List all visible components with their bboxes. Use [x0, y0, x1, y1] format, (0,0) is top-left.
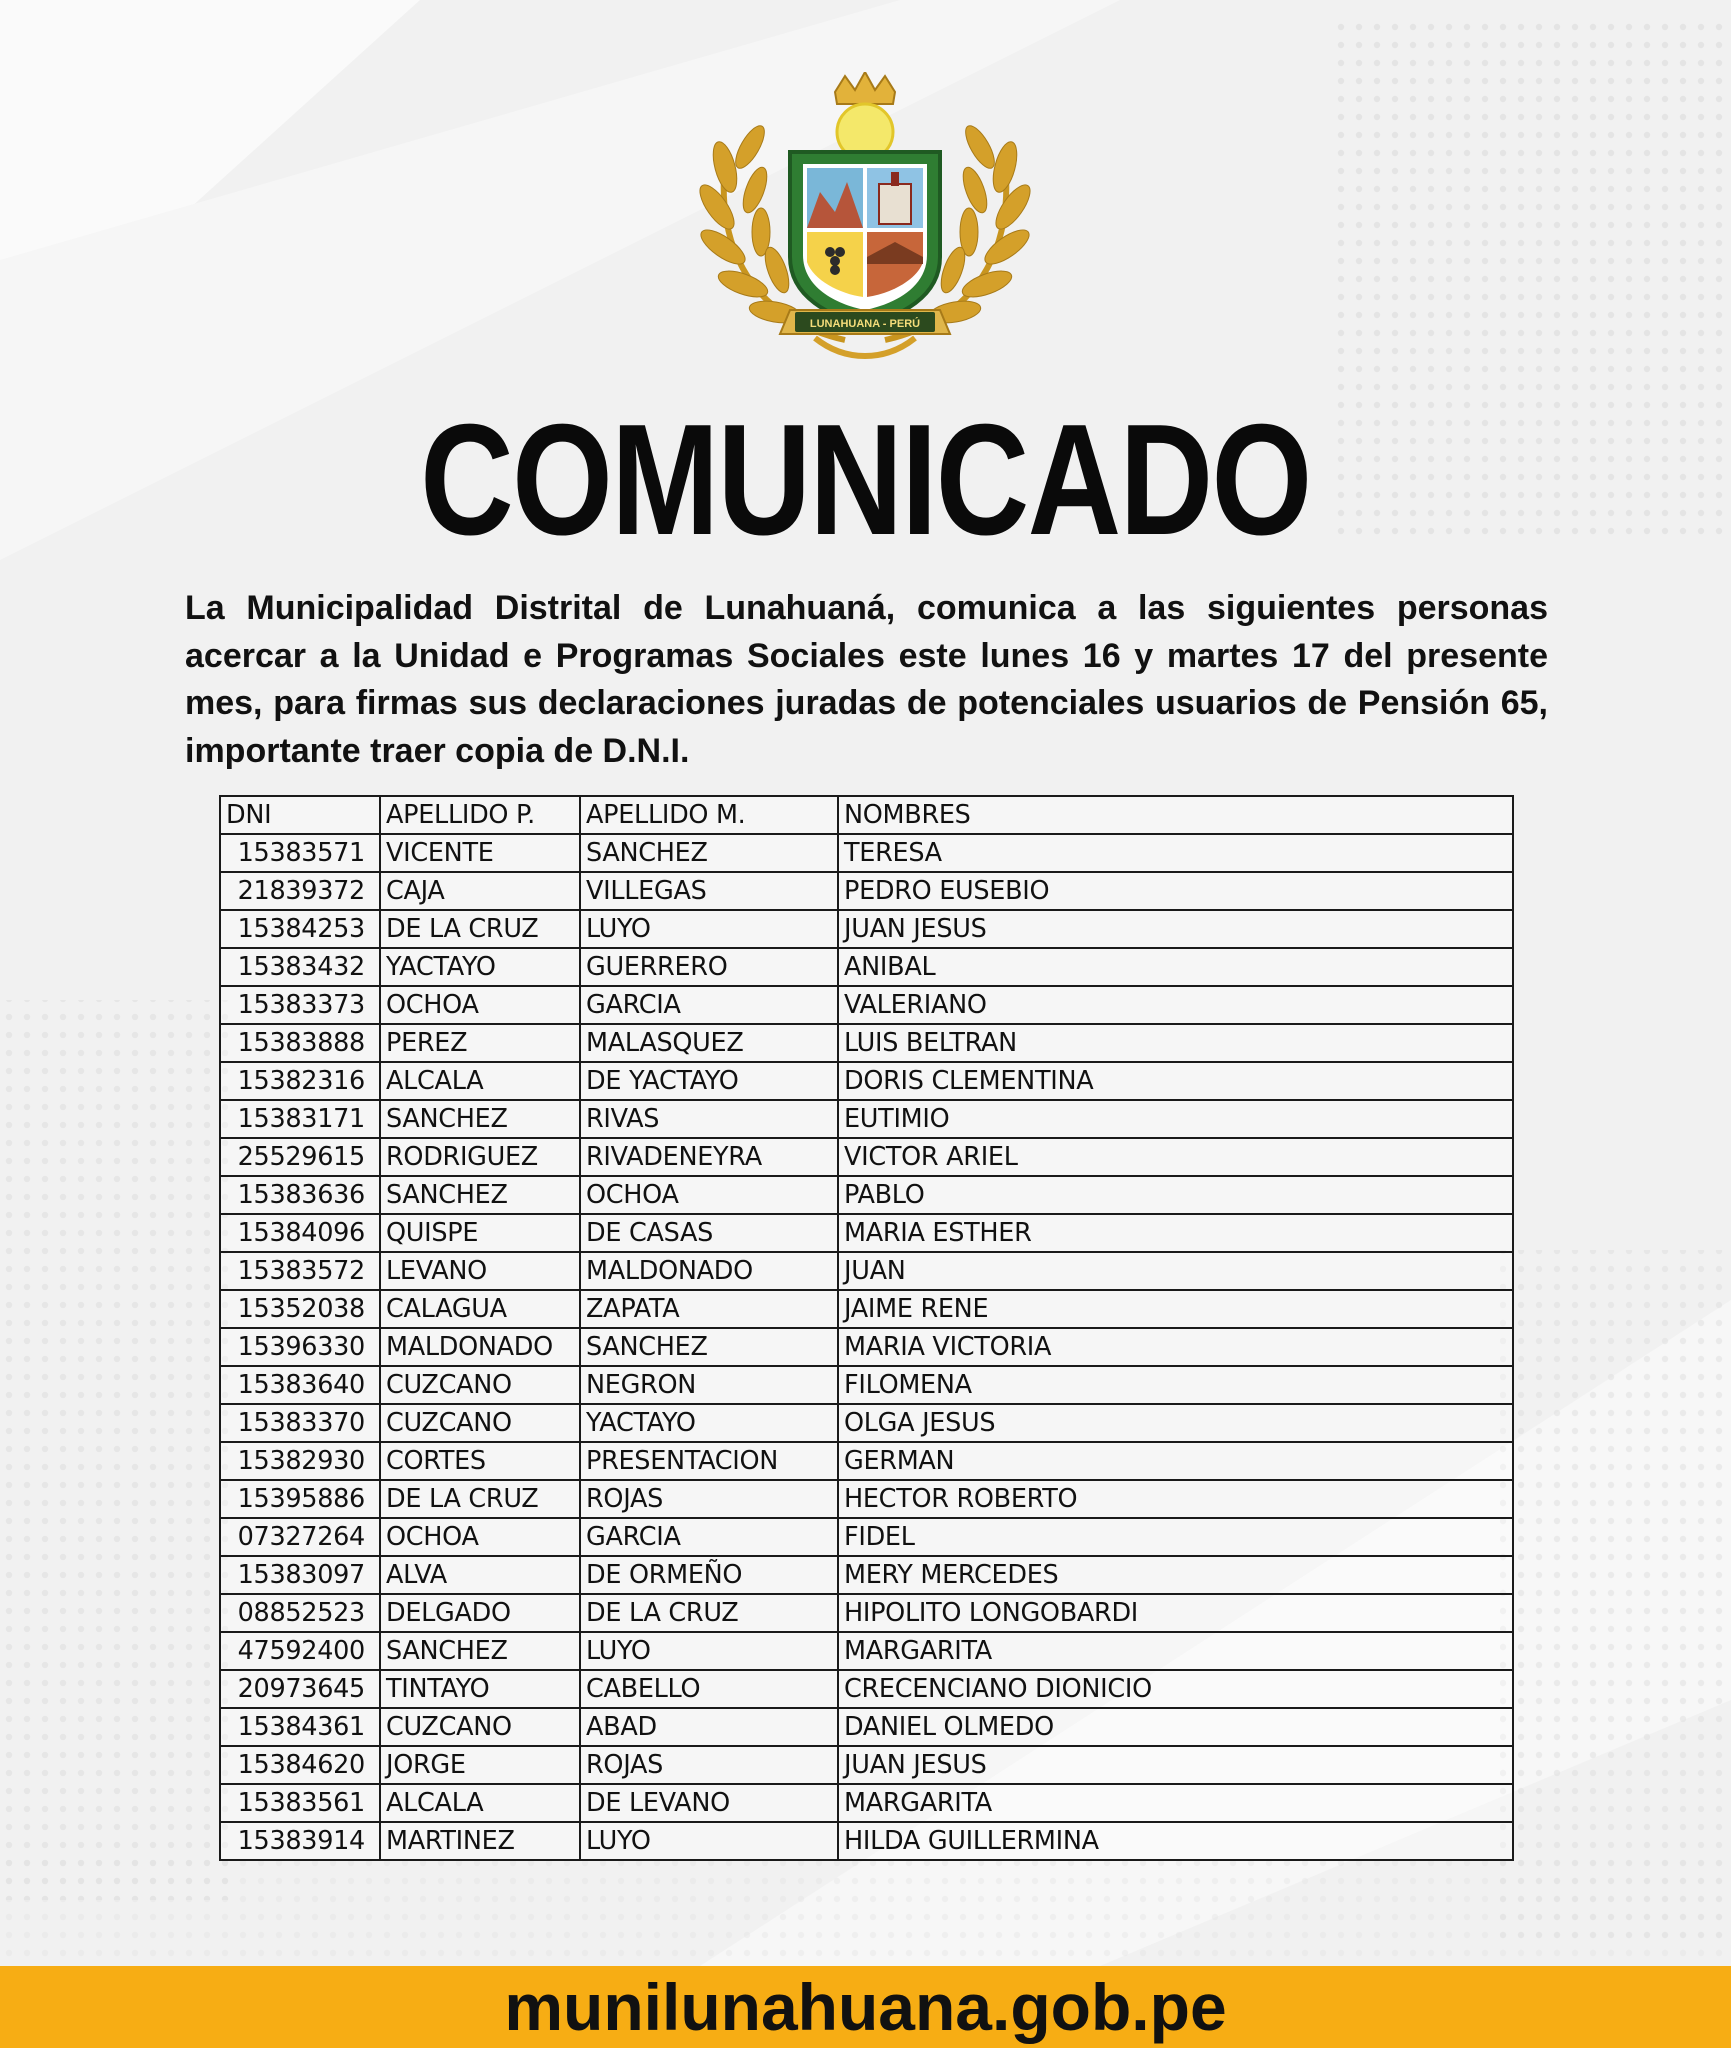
table-row	[220, 1784, 1513, 1822]
cell-apellido-paterno: ALCALA	[380, 1062, 580, 1100]
cell-apellido-paterno: OCHOA	[380, 986, 580, 1024]
cell-nombres: VICTOR ARIEL	[838, 1138, 1513, 1176]
cell-apellido-paterno: ALVA	[380, 1556, 580, 1594]
table-row	[220, 872, 1513, 910]
cell-dni: 15383171	[220, 1100, 380, 1138]
beneficiaries-table	[219, 795, 1514, 1861]
cell-nombres: TERESA	[838, 834, 1513, 872]
cell-dni: 15352038	[220, 1290, 380, 1328]
emblem-ribbon-text: LUNAHUANA - PERÚ	[809, 318, 921, 330]
cell-apellido-materno: LUYO	[580, 910, 838, 948]
cell-nombres: DORIS CLEMENTINA	[838, 1062, 1513, 1100]
table-row	[220, 1366, 1513, 1404]
cell-apellido-paterno: DE LA CRUZ	[380, 910, 580, 948]
cell-nombres: HECTOR ROBERTO	[838, 1480, 1513, 1518]
cell-apellido-paterno: LEVANO	[380, 1252, 580, 1290]
cell-apellido-materno: ROJAS	[580, 1480, 838, 1518]
table-row	[220, 1138, 1513, 1176]
cell-dni: 15383914	[220, 1822, 380, 1860]
cell-apellido-paterno: SANCHEZ	[380, 1100, 580, 1138]
cell-apellido-paterno: SANCHEZ	[380, 1632, 580, 1670]
municipal-coat-of-arms-icon	[695, 72, 1035, 372]
column-header-apellido-materno: APELLIDO M.	[580, 796, 838, 834]
column-header-dni: DNI	[220, 796, 380, 834]
cell-apellido-materno: PRESENTACION	[580, 1442, 838, 1480]
cell-apellido-paterno: CAJA	[380, 872, 580, 910]
cell-apellido-paterno: CUZCANO	[380, 1404, 580, 1442]
cell-apellido-paterno: SANCHEZ	[380, 1176, 580, 1214]
cell-dni: 25529615	[220, 1138, 380, 1176]
cell-nombres: CRECENCIANO DIONICIO	[838, 1670, 1513, 1708]
cell-dni: 15396330	[220, 1328, 380, 1366]
cell-dni: 15383571	[220, 834, 380, 872]
cell-apellido-paterno: CUZCANO	[380, 1708, 580, 1746]
cell-apellido-materno: ROJAS	[580, 1746, 838, 1784]
cell-dni: 47592400	[220, 1632, 380, 1670]
cell-nombres: OLGA JESUS	[838, 1404, 1513, 1442]
column-header-nombres: NOMBRES	[838, 796, 1513, 834]
cell-dni: 07327264	[220, 1518, 380, 1556]
cell-dni: 15383097	[220, 1556, 380, 1594]
cell-dni: 15382316	[220, 1062, 380, 1100]
table-body	[220, 834, 1513, 1860]
cell-apellido-paterno: DE LA CRUZ	[380, 1480, 580, 1518]
cell-apellido-paterno: QUISPE	[380, 1214, 580, 1252]
cell-dni: 15383640	[220, 1366, 380, 1404]
cell-apellido-materno: VILLEGAS	[580, 872, 838, 910]
cell-apellido-paterno: JORGE	[380, 1746, 580, 1784]
announcement-text: La Municipalidad Distrital de Lunahuaná, comunica a las siguientes personas acercar a la Unidad e Programas Sociales este lunes 16 y martes 17 del presente mes, para firmas sus declaraciones juradas de potenciales usuarios de Pensión 65, importante traer copia de D.N.I.	[185, 589, 1548, 770]
cell-apellido-materno: YACTAYO	[580, 1404, 838, 1442]
table-row	[220, 1442, 1513, 1480]
cell-nombres: JUAN JESUS	[838, 1746, 1513, 1784]
cell-nombres: MARGARITA	[838, 1784, 1513, 1822]
table-row	[220, 1100, 1513, 1138]
cell-nombres: PABLO	[838, 1176, 1513, 1214]
cell-dni: 15384620	[220, 1746, 380, 1784]
cell-apellido-paterno: OCHOA	[380, 1518, 580, 1556]
cell-dni: 15383888	[220, 1024, 380, 1062]
cell-apellido-paterno: VICENTE	[380, 834, 580, 872]
table-row	[220, 1594, 1513, 1632]
cell-apellido-paterno: CUZCANO	[380, 1366, 580, 1404]
cell-nombres: JAIME RENE	[838, 1290, 1513, 1328]
table-row	[220, 1024, 1513, 1062]
cell-apellido-materno: RIVAS	[580, 1100, 838, 1138]
cell-nombres: HIPOLITO LONGOBARDI	[838, 1594, 1513, 1632]
cell-apellido-paterno: PEREZ	[380, 1024, 580, 1062]
cell-apellido-materno: GARCIA	[580, 986, 838, 1024]
cell-dni: 15382930	[220, 1442, 380, 1480]
cell-apellido-materno: ABAD	[580, 1708, 838, 1746]
cell-dni: 15383373	[220, 986, 380, 1024]
cell-nombres: MARIA VICTORIA	[838, 1328, 1513, 1366]
cell-apellido-materno: RIVADENEYRA	[580, 1138, 838, 1176]
cell-apellido-materno: NEGRON	[580, 1366, 838, 1404]
cell-apellido-materno: DE YACTAYO	[580, 1062, 838, 1100]
cell-apellido-paterno: CORTES	[380, 1442, 580, 1480]
cell-nombres: PEDRO EUSEBIO	[838, 872, 1513, 910]
cell-apellido-materno: MALDONADO	[580, 1252, 838, 1290]
table-row	[220, 1632, 1513, 1670]
table-row	[220, 1252, 1513, 1290]
table-row	[220, 834, 1513, 872]
cell-apellido-paterno: YACTAYO	[380, 948, 580, 986]
cell-apellido-materno: CABELLO	[580, 1670, 838, 1708]
table-row	[220, 1290, 1513, 1328]
website-link[interactable]: munilunahuana.gob.pe	[504, 1970, 1227, 2044]
table-row	[220, 1746, 1513, 1784]
table-row	[220, 1822, 1513, 1860]
cell-dni: 21839372	[220, 872, 380, 910]
cell-apellido-materno: SANCHEZ	[580, 1328, 838, 1366]
cell-apellido-materno: LUYO	[580, 1632, 838, 1670]
cell-nombres: HILDA GUILLERMINA	[838, 1822, 1513, 1860]
cell-dni: 15383370	[220, 1404, 380, 1442]
table-row	[220, 1708, 1513, 1746]
cell-nombres: MERY MERCEDES	[838, 1556, 1513, 1594]
cell-nombres: MARGARITA	[838, 1632, 1513, 1670]
column-header-apellido-paterno: APELLIDO P.	[380, 796, 580, 834]
cell-nombres: JUAN JESUS	[838, 910, 1513, 948]
table-row	[220, 948, 1513, 986]
cell-nombres: FIDEL	[838, 1518, 1513, 1556]
table-row	[220, 1670, 1513, 1708]
table-row	[220, 910, 1513, 948]
cell-nombres: JUAN	[838, 1252, 1513, 1290]
cell-apellido-materno: GUERRERO	[580, 948, 838, 986]
cell-apellido-paterno: ALCALA	[380, 1784, 580, 1822]
cell-apellido-materno: LUYO	[580, 1822, 838, 1860]
cell-dni: 15384253	[220, 910, 380, 948]
cell-apellido-paterno: DELGADO	[380, 1594, 580, 1632]
cell-apellido-materno: DE CASAS	[580, 1214, 838, 1252]
cell-nombres: FILOMENA	[838, 1366, 1513, 1404]
cell-apellido-materno: GARCIA	[580, 1518, 838, 1556]
cell-nombres: DANIEL OLMEDO	[838, 1708, 1513, 1746]
table-row	[220, 1328, 1513, 1366]
cell-apellido-materno: SANCHEZ	[580, 834, 838, 872]
cell-apellido-materno: MALASQUEZ	[580, 1024, 838, 1062]
cell-nombres: LUIS BELTRAN	[838, 1024, 1513, 1062]
cell-nombres: VALERIANO	[838, 986, 1513, 1024]
cell-apellido-materno: OCHOA	[580, 1176, 838, 1214]
cell-apellido-materno: ZAPATA	[580, 1290, 838, 1328]
cell-apellido-materno: DE LEVANO	[580, 1784, 838, 1822]
cell-dni: 15384361	[220, 1708, 380, 1746]
cell-dni: 15384096	[220, 1214, 380, 1252]
cell-dni: 15383432	[220, 948, 380, 986]
cell-dni: 15383561	[220, 1784, 380, 1822]
cell-nombres: MARIA ESTHER	[838, 1214, 1513, 1252]
cell-apellido-paterno: TINTAYO	[380, 1670, 580, 1708]
cell-dni: 20973645	[220, 1670, 380, 1708]
cell-apellido-materno: DE ORMEÑO	[580, 1556, 838, 1594]
cell-dni: 08852523	[220, 1594, 380, 1632]
cell-dni: 15383636	[220, 1176, 380, 1214]
cell-nombres: EUTIMIO	[838, 1100, 1513, 1138]
cell-apellido-paterno: RODRIGUEZ	[380, 1138, 580, 1176]
table-row	[220, 1518, 1513, 1556]
cell-apellido-materno: DE LA CRUZ	[580, 1594, 838, 1632]
table-header-row	[220, 796, 1513, 834]
page-title: COMUNICADO	[420, 392, 1311, 568]
table-row	[220, 1556, 1513, 1594]
table-row	[220, 1176, 1513, 1214]
table-row	[220, 986, 1513, 1024]
cell-dni: 15383572	[220, 1252, 380, 1290]
cell-dni: 15395886	[220, 1480, 380, 1518]
table-row	[220, 1480, 1513, 1518]
table-row	[220, 1214, 1513, 1252]
table-row	[220, 1062, 1513, 1100]
footer-bar	[0, 1966, 1731, 2048]
cell-apellido-paterno: MALDONADO	[380, 1328, 580, 1366]
table-row	[220, 1404, 1513, 1442]
cell-nombres: ANIBAL	[838, 948, 1513, 986]
cell-nombres: GERMAN	[838, 1442, 1513, 1480]
cell-apellido-paterno: MARTINEZ	[380, 1822, 580, 1860]
cell-apellido-paterno: CALAGUA	[380, 1290, 580, 1328]
